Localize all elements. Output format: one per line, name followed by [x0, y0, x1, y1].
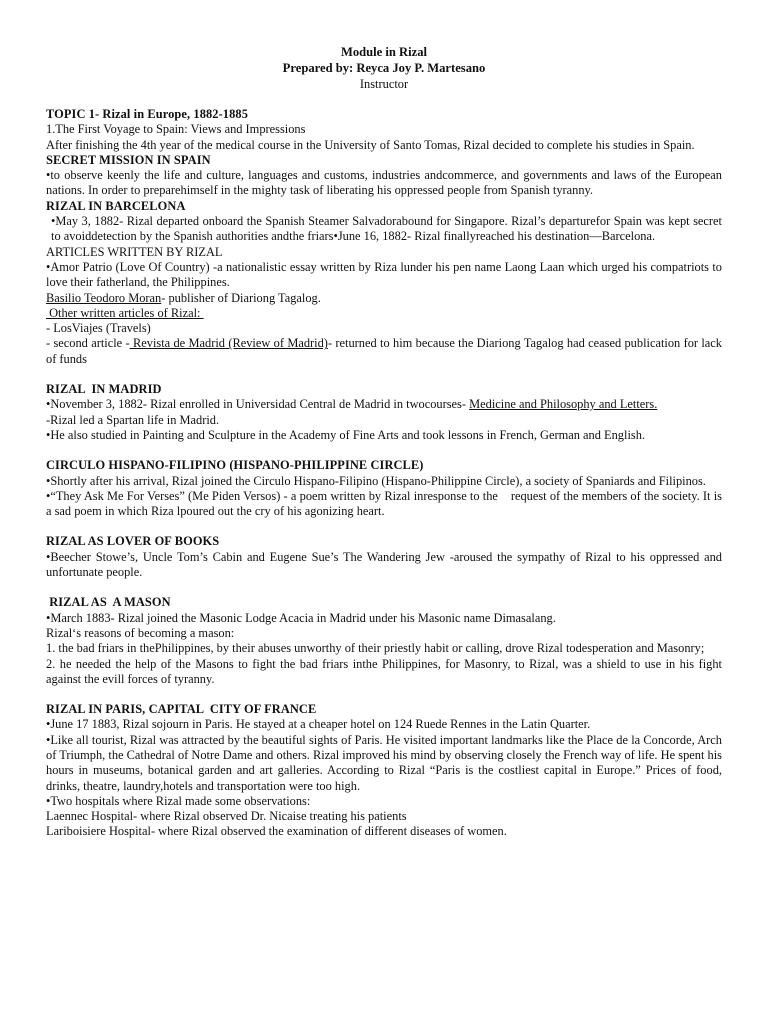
- second-article-description: - returned to him because the Diariong Tagalog had ceased publication for lack of funds: [46, 336, 722, 366]
- mason-reason-2: 2. he needed the help of the Masons to fight the bad friars inthe Philippines, for Masonry, to Rizal, was a shield to use in his fight against the evill forces of tyranny.: [46, 656, 722, 686]
- basilio-line: [46, 291, 722, 306]
- circulo-section: [46, 458, 726, 519]
- barcelona-heading: RIZAL IN BARCELONA: [46, 198, 186, 213]
- document-header: [46, 44, 722, 92]
- circulo-paragraph-2: •“They Ask Me For Verses” (Me Piden Versos) - a poem written by Rizal inresponse to the request of the members of the society. It is a sad poem in which Riza lpoured out the cry of his agonizing heart.: [46, 488, 726, 519]
- topic-1-heading: TOPIC 1- Rizal in Europe, 1882-1885: [46, 107, 248, 121]
- circulo-heading: CIRCULO HISPANO-FILIPINO (HISPANO-PHILIPPINE CIRCLE): [46, 458, 424, 473]
- articles-heading: ARTICLES WRITTEN BY RIZAL: [46, 244, 223, 259]
- articles-section: [46, 245, 722, 367]
- paris-hospitals-label: •Two hospitals where Rizal made some observations:: [46, 793, 311, 808]
- november-paragraph: [46, 397, 722, 412]
- mason-heading: RIZAL AS A MASON: [46, 595, 171, 610]
- madrid-section: [46, 382, 722, 443]
- other-articles-line: [46, 306, 722, 321]
- paris-heading: RIZAL IN PARIS, CAPITAL CITY OF FRANCE: [46, 702, 317, 717]
- other-articles-label: Other written articles of Rizal:: [46, 305, 204, 320]
- amor-patrio-paragraph: •Amor Patrio (Love Of Country) -a nationalistic essay written by Riza lunder his pen name Laong Laan which urged his compatriots to love their fatherland, the Philippines.: [46, 259, 722, 290]
- books-heading: RIZAL AS LOVER OF BOOKS: [46, 534, 220, 549]
- second-article-prefix: - second article -: [46, 336, 130, 351]
- topic-1-section: [46, 107, 722, 153]
- circulo-paragraph-1: •Shortly after his arrival, Rizal joined the Circulo Hispano-Filipino (Hispano-Philippine Circle), a society of Spaniards and Filipinos.: [46, 473, 706, 488]
- secret-mission-heading: SECRET MISSION IN SPAIN: [46, 152, 211, 167]
- first-voyage-paragraph: After finishing the 4th year of the medical course in the University of Santo Tomas, Rizal decided to complete his studies in Spain.: [46, 137, 695, 152]
- instructor-role: Instructor: [359, 77, 409, 91]
- los-viajes-line: - LosViajes (Travels): [46, 321, 151, 336]
- books-section: [46, 534, 722, 580]
- paris-june-line: •June 17 1883, Rizal sojourn in Paris. He stayed at a cheaper hotel on 124 Ruede Rennes in the Latin Quarter.: [46, 717, 591, 732]
- books-paragraph: •Beecher Stowe’s, Uncle Tom’s Cabin and Eugene Sue’s The Wandering Jew -aroused the sympathy of Rizal to his oppressed and unfortunate people.: [46, 549, 722, 580]
- revista-de-madrid-link: Revista de Madrid (Review of Madrid): [129, 336, 328, 351]
- madrid-heading: RIZAL IN MADRID: [46, 382, 162, 397]
- november-text: •November 3, 1882- Rizal enrolled in Universidad Central de Madrid in twocourses-: [46, 397, 470, 412]
- document-page: [46, 44, 726, 840]
- secret-mission-section: [46, 153, 722, 199]
- secret-mission-paragraph: •to observe keenly the life and culture, languages and customs, industries andcommerce, and governments and laws of the European nations. In order to preparehimself in the mighty task of liberating his oppressed people from Spanish tyranny.: [46, 168, 722, 198]
- laennec-hospital-line: Laennec Hospital- where Rizal observed Dr. Nicaise treating his patients: [46, 809, 407, 824]
- first-voyage-subheading: 1.The First Voyage to Spain: Views and Impressions: [46, 122, 306, 137]
- lariboisiere-hospital-line: Lariboisiere Hospital- where Rizal observed the examination of different diseases of women.: [46, 824, 507, 839]
- paris-section: [46, 702, 722, 840]
- paris-tourist-paragraph: •Like all tourist, Rizal was attracted by the beautiful sights of Paris. He visited important landmarks like the Place de la Concorde, Arch of Triumph, the Cathedral of Notre Dame and others. Rizal improved his mind by observing closely the French way of life. He spent his hours in museums, botanical garden and art galleries. According to Rizal “Paris is the costliest capital in Europe.” Prices of food, drinks, theatre, laundry,hotels and transportation were too high.: [46, 732, 722, 793]
- barcelona-paragraph: •May 3, 1882- Rizal departed onboard the Spanish Steamer Salvadorabound for Singapore. Rizal’s departurefor Spain was kept secret to avoiddetection by the Spanish authorities andthe friars•June 16, 1882- Rizal finallyreached his destination—Barcelona.: [51, 214, 722, 244]
- mason-section: [46, 595, 722, 687]
- prepared-by: Prepared by: Reyca Joy P. Martesano: [282, 61, 486, 75]
- mason-reason-1: 1. the bad friars in thePhilippines, by their abuses unworthy of their priestly habit or calling, drove Rizal todesperation and Masonry;: [46, 641, 705, 656]
- module-title: Module in Rizal: [340, 45, 428, 59]
- basilio-description: - publisher of Diariong Tagalog.: [161, 290, 321, 305]
- medicine-philosophy-courses: Medicine and Philosophy and Letters.: [469, 397, 658, 412]
- painting-paragraph: •He also studied in Painting and Sculpture in the Academy of Fine Arts and took lessons in French, German and English.: [46, 427, 645, 442]
- mason-reasons-label: Rizal‘s reasons of becoming a mason:: [46, 625, 235, 640]
- second-article-line: [46, 336, 722, 367]
- basilio-name: Basilio Teodoro Moran: [46, 290, 162, 305]
- barcelona-section: [46, 199, 722, 245]
- spartan-life-line: -Rizal led a Spartan life in Madrid.: [46, 412, 220, 427]
- mason-march-line: •March 1883- Rizal joined the Masonic Lodge Acacia in Madrid under his Masonic name Dimasalang.: [46, 610, 556, 625]
